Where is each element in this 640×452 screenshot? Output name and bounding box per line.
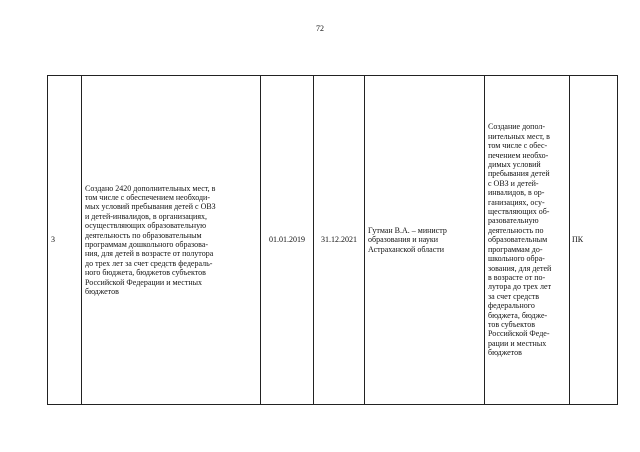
description-line: Создано 2420 дополнительных мест, в — [85, 183, 216, 193]
result-line: школьного обра- — [488, 254, 545, 264]
note-cell: ПК — [570, 76, 618, 405]
responsible-line: Гутман В.А. – министр — [368, 225, 447, 235]
result-line: образовательным — [488, 235, 548, 245]
result-line: федерального — [488, 301, 535, 311]
description-line: деятельность по образовательным — [85, 230, 202, 240]
result-line: Создание допол- — [488, 122, 545, 132]
description-line: до трех лет за счет средств федераль- — [85, 258, 213, 268]
result-line: бюджетов — [488, 348, 522, 358]
result-line: ществляющих об- — [488, 207, 550, 217]
description-line: Российской Федерации и местных — [85, 277, 203, 287]
result-line: с ОВЗ и детей- — [488, 178, 539, 188]
description-line: том числе с обеспечением необходи- — [85, 192, 210, 202]
result-line: деятельность по — [488, 225, 544, 235]
result-line: тов субъектов — [488, 319, 536, 329]
result-line: разовательную — [488, 216, 539, 226]
responsible-line: образования и науки — [368, 235, 439, 245]
result-line: Российской Феде- — [488, 329, 550, 339]
result-line: лутора до трех лет — [488, 282, 552, 292]
start-date: 01.01.2019 — [261, 76, 314, 405]
result-line: ганизациях, осу- — [488, 197, 545, 207]
result-line: за счет средств — [488, 291, 540, 301]
result-line: том числе с обес- — [488, 141, 548, 151]
measure-description — [82, 76, 261, 405]
result-line: пребывания детей — [488, 169, 550, 179]
result-line: зования, для детей — [488, 263, 552, 273]
result-line: в возрасте от по- — [488, 272, 546, 282]
description-line: осуществляющих образовательную — [85, 221, 207, 231]
result-line: димых условий — [488, 160, 541, 170]
result-line: рации и местных — [488, 338, 547, 348]
description-line: и детей-инвалидов, в организациях, — [85, 211, 207, 221]
measures-table — [47, 75, 618, 405]
result-line: нительных мест, в — [488, 131, 550, 141]
result-line: инвалидов, в ор- — [488, 188, 545, 198]
page-number: 72 — [316, 24, 324, 33]
table-row — [48, 76, 618, 405]
responsible-line: Астраханской области — [368, 244, 445, 254]
description-line: бюджетов — [85, 287, 119, 297]
expected-result — [485, 76, 570, 405]
result-line: программам до- — [488, 244, 543, 254]
description-line: мых условий пребывания детей с ОВЗ — [85, 202, 216, 212]
description-line: программам дошкольного образова- — [85, 240, 209, 249]
responsible-person — [365, 76, 485, 405]
result-line: бюджета, бюдже- — [488, 310, 548, 320]
result-line: печением необхо- — [488, 150, 549, 160]
row-number: 3 — [48, 76, 82, 405]
description-line: ния, для детей в возрасте от полутора — [85, 249, 214, 259]
end-date: 31.12.2021 — [314, 76, 365, 405]
description-line: ного бюджета, бюджетов субъектов — [85, 268, 206, 278]
